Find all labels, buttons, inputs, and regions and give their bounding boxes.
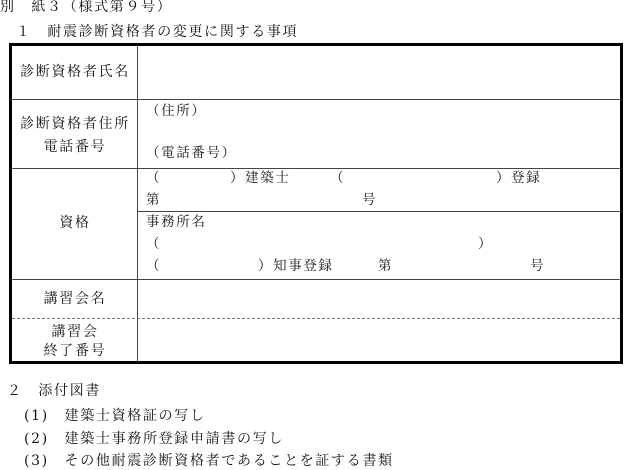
completion-number-field[interactable] [139, 320, 617, 360]
arch-class-label: ）建築士 [230, 170, 291, 186]
office-number-suffix: 号 [530, 258, 546, 274]
registry-label: ）登録 [496, 170, 542, 186]
section2-heading: ２ 添付図書 [7, 383, 102, 399]
attachment-item: (3) その他耐震診断資格者であることを証する書類 [24, 453, 394, 469]
completion-label: 講習会 [51, 324, 99, 340]
phone-label: 電話番号 [43, 139, 107, 155]
office-name-label: 事務所名 [146, 214, 207, 230]
form-id: 別 紙３（様式第９号） [0, 0, 173, 15]
governor-open: （ [146, 258, 162, 274]
completion-number-label: 終了番号 [43, 343, 107, 359]
column-divider [137, 46, 138, 361]
reg-number-suffix: 号 [362, 192, 378, 208]
office-close: ） [478, 236, 494, 252]
course-name-label: 講習会名 [43, 291, 107, 307]
name-field[interactable] [139, 47, 617, 98]
phone-hint: （電話番号） [146, 145, 237, 161]
row-divider-dashed [12, 318, 620, 319]
attachment-item: (2) 建築士事務所登録申請書の写し [24, 431, 285, 447]
address-hint: （住所） [146, 103, 207, 119]
change-table [9, 43, 623, 364]
registry-open: （ [330, 170, 346, 186]
address-label: 診断資格者住所 [20, 116, 130, 132]
row-divider [12, 99, 620, 100]
reg-number-prefix: 第 [146, 192, 162, 208]
attachment-item: (1) 建築士資格証の写し [24, 408, 206, 424]
row-divider [137, 211, 620, 212]
row-divider [12, 168, 620, 169]
address-field[interactable] [139, 101, 617, 167]
office-number-prefix: 第 [378, 258, 394, 274]
qualification-label: 資格 [59, 215, 91, 231]
row-divider [12, 279, 620, 280]
governor-reg-label: ）知事登録 [258, 258, 334, 274]
section1-heading: １ 耐震診断資格者の変更に関する事項 [16, 24, 299, 40]
arch-class-open: （ [146, 170, 162, 186]
course-name-field[interactable] [139, 281, 617, 317]
office-open: （ [146, 236, 162, 252]
name-label: 診断資格者氏名 [20, 64, 130, 80]
